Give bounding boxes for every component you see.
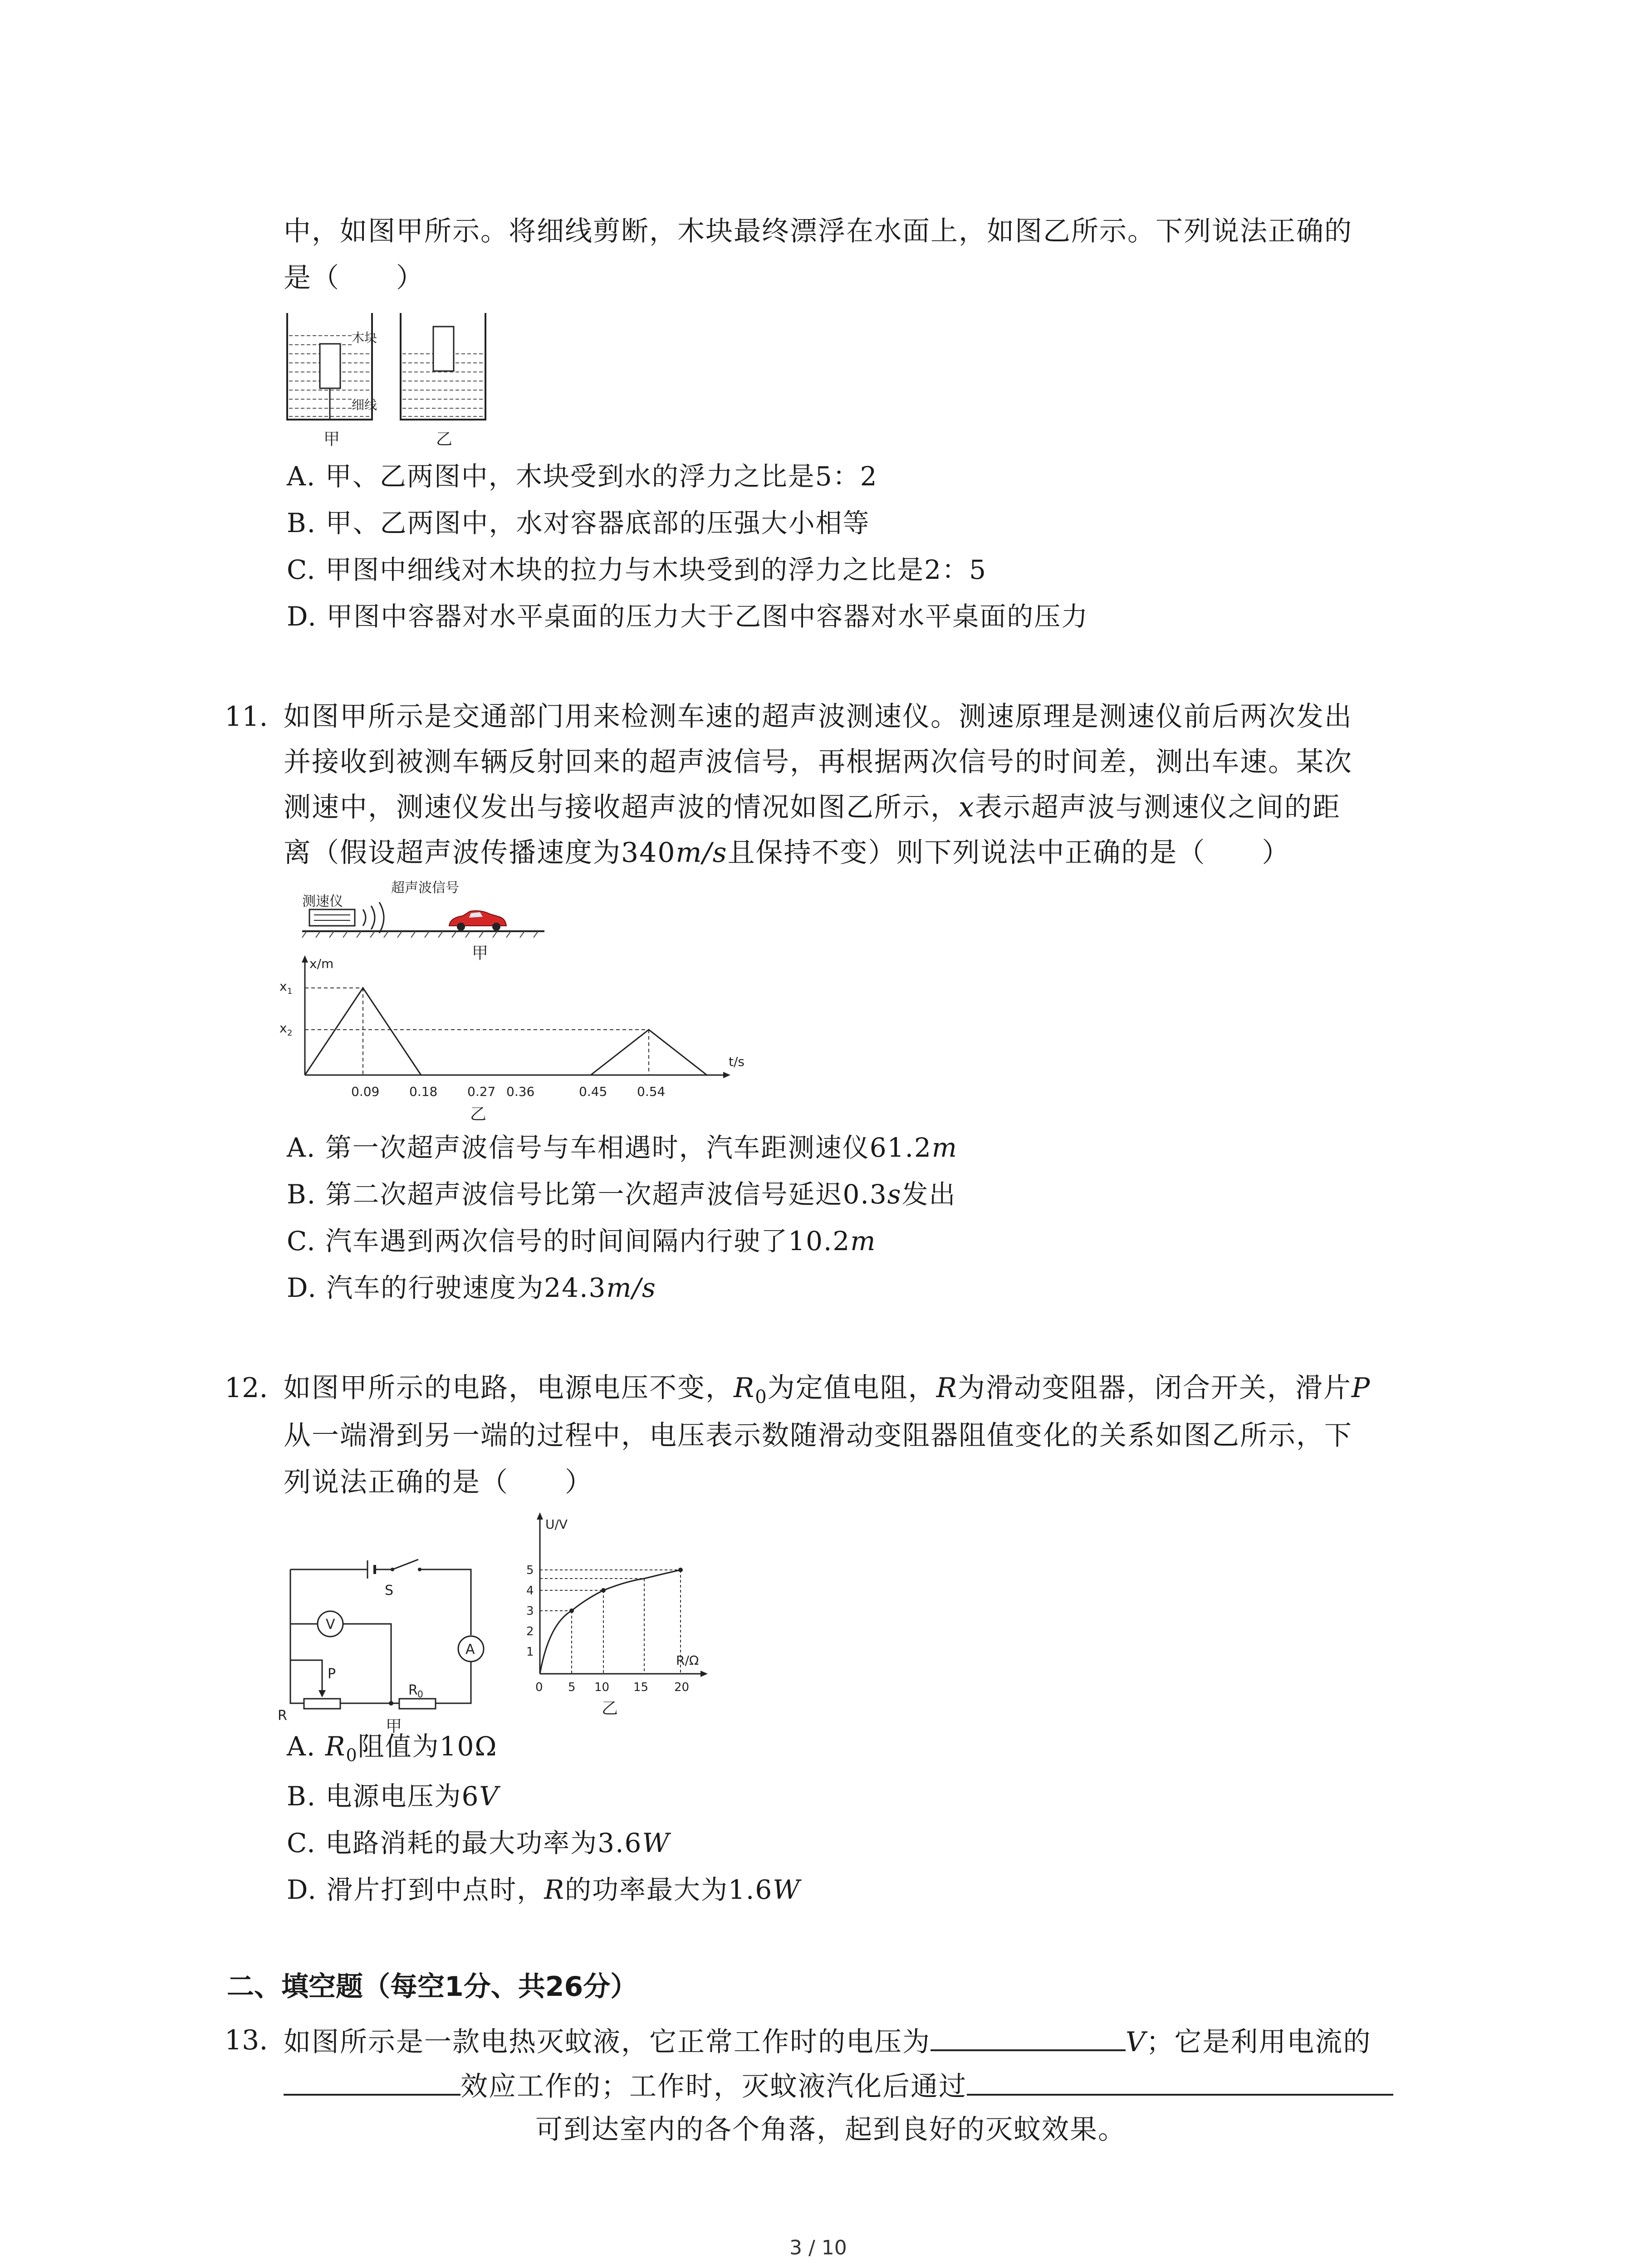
wood-block-jia bbox=[320, 344, 340, 388]
q12-text-line2: 从一端滑到另一端的过程中，电压表示数随滑动变阻器阻值变化的关系如图乙所示，下 bbox=[284, 1420, 1352, 1452]
q11-option-c: C. 汽车遇到两次信号的时间间隔内行驶了10.2m bbox=[287, 1226, 877, 1256]
q11-option-b: B. 第二次超声波信号比第一次超声波信号延迟0.3s发出 bbox=[287, 1179, 956, 1210]
q11-number: 11. bbox=[225, 701, 268, 733]
y-tick-3: 3 bbox=[526, 1604, 534, 1618]
x-axis-label: t/s bbox=[729, 1054, 745, 1069]
q11-text-line3: 测速中，测速仪发出与接收超声波的情况如图乙所示，x表示超声波与测速仪之间的距 bbox=[284, 792, 1341, 823]
q13-blank-2[interactable] bbox=[284, 2067, 460, 2096]
q12-number: 12. bbox=[225, 1372, 268, 1404]
y-tick-2: 2 bbox=[526, 1625, 534, 1638]
q12-option-c: C. 电路消耗的最大功率为3.6W bbox=[287, 1828, 671, 1858]
rheostat-label: R bbox=[278, 1708, 287, 1724]
q10-option-d: D. 甲图中容器对水平桌面的压力大于乙图中容器对水平桌面的压力 bbox=[287, 601, 1089, 632]
voltmeter-label: V bbox=[326, 1617, 335, 1633]
slider-label: P bbox=[328, 1666, 336, 1682]
q11-text-line2: 并接收到被测车辆反射回来的超声波信号，再根据两次信号的时间差，测出车速。某次 bbox=[284, 746, 1352, 778]
wave-arc-1 bbox=[363, 909, 366, 926]
q10-text-line2: 是（ ） bbox=[284, 262, 424, 294]
label-thread: 细线 bbox=[352, 397, 377, 412]
q12-graph bbox=[513, 1510, 730, 1719]
q12-text-line3: 列说法正确的是（ ） bbox=[284, 1466, 593, 1498]
x-tick-6: 0.54 bbox=[637, 1084, 666, 1099]
page-number: 3 / 10 bbox=[789, 2236, 847, 2259]
x-axis-label: R/Ω bbox=[676, 1653, 699, 1668]
label-yi-11: 乙 bbox=[470, 1105, 487, 1124]
x-tick-15: 15 bbox=[633, 1681, 649, 1694]
x-tick-10: 10 bbox=[594, 1681, 610, 1694]
x-tick-5: 0.45 bbox=[579, 1084, 607, 1099]
ammeter-label: A bbox=[465, 1642, 475, 1657]
label-device: 测速仪 bbox=[302, 894, 343, 909]
q10-option-a: A. 甲、乙两图中，木块受到水的浮力之比是5：2 bbox=[287, 461, 878, 492]
beaker-jia bbox=[287, 313, 377, 449]
q12-circuit bbox=[272, 1542, 490, 1733]
q13-blank-1[interactable] bbox=[931, 2022, 1126, 2051]
q10-option-b: B. 甲、乙两图中，水对容器底部的压强大小相等 bbox=[287, 508, 870, 538]
car-icon bbox=[449, 911, 506, 931]
x-tick-0: 0 bbox=[535, 1681, 543, 1694]
y-axis-label: U/V bbox=[545, 1517, 568, 1532]
q10-option-c: C. 甲图中细线对木块的拉力与木块受到的浮力之比是2：5 bbox=[287, 554, 987, 585]
label-signal: 超声波信号 bbox=[391, 880, 459, 896]
beaker-yi bbox=[401, 313, 485, 449]
q10-text-line1: 中，如图甲所示。将细线剪断，木块最终漂浮在水面上，如图乙所示。下列说法正确的 bbox=[284, 215, 1352, 247]
label-block: 木块 bbox=[352, 330, 377, 345]
q11-graph bbox=[272, 953, 753, 1125]
x-tick-2: 0.18 bbox=[409, 1084, 438, 1099]
label-jia-11: 甲 bbox=[472, 944, 489, 963]
y-tick-x2-sub: 2 bbox=[287, 1028, 293, 1038]
label-yi-12: 乙 bbox=[602, 1699, 618, 1718]
q11-option-d: D. 汽车的行驶速度为24.3m/s bbox=[287, 1272, 656, 1303]
x-tick-5: 5 bbox=[568, 1681, 576, 1694]
label-yi: 乙 bbox=[436, 430, 453, 449]
wave-arc-3 bbox=[379, 902, 384, 933]
y-tick-4: 4 bbox=[526, 1584, 534, 1598]
x-tick-4: 0.36 bbox=[506, 1084, 535, 1099]
switch-label: S bbox=[385, 1583, 394, 1598]
q11-text-line1: 如图甲所示是交通部门用来检测车速的超声波测速仪。测速原理是测速仪前后两次发出 bbox=[284, 701, 1352, 733]
q12-text-line1: 如图甲所示的电路，电源电压不变，$R_0$为定值电阻，R为滑动变阻器，闭合开关，滑片P bbox=[284, 1372, 1371, 1408]
q13-number: 13. bbox=[225, 2024, 268, 2056]
q13-text-line3: 可到达室内的各个角落，起到良好的灭蚊效果。 bbox=[535, 2114, 1126, 2146]
fixed-resistor-label: R bbox=[408, 1682, 418, 1698]
y-tick-5: 5 bbox=[526, 1564, 534, 1577]
y-tick-x1: x bbox=[279, 979, 287, 994]
section-heading-fill-in: 二、填空题（每空1分、共26分） bbox=[227, 1971, 638, 2003]
y-axis-label: x/m bbox=[309, 956, 334, 971]
speed-meter-box bbox=[309, 909, 355, 926]
q11-text-line4: 离（假设超声波传播速度为340m/s且保持不变）则下列说法中正确的是（ ） bbox=[284, 837, 1290, 869]
x-tick-1: 0.09 bbox=[351, 1084, 380, 1099]
label-jia: 甲 bbox=[323, 430, 340, 449]
y-tick-x2: x bbox=[279, 1021, 287, 1036]
switch-lever bbox=[392, 1559, 418, 1569]
y-tick-1: 1 bbox=[526, 1645, 534, 1659]
fixed-resistor bbox=[399, 1699, 436, 1709]
q12-option-b: B. 电源电压为6V bbox=[287, 1781, 500, 1812]
q13-blank-3[interactable] bbox=[967, 2067, 1393, 2096]
q13-text-line2: 效应工作的；工作时，灭蚊液汽化后通过 bbox=[284, 2067, 1393, 2105]
q12-option-a: A. $R_0$阻值为10Ω bbox=[287, 1731, 498, 1765]
wave-arc-2 bbox=[371, 906, 375, 929]
slider-arrow bbox=[318, 1690, 326, 1697]
x-tick-20: 20 bbox=[674, 1681, 690, 1694]
wood-block-yi bbox=[433, 327, 454, 371]
q10-figure bbox=[284, 308, 547, 454]
q11-option-a: A. 第一次超声波信号与车相遇时，汽车距测速仪61.2m bbox=[287, 1132, 958, 1163]
fixed-resistor-sub: 0 bbox=[417, 1689, 423, 1700]
x-tick-3: 0.27 bbox=[467, 1084, 496, 1099]
q12-option-d: D. 滑片打到中点时，R的功率最大为1.6W bbox=[287, 1874, 801, 1905]
u-r-curve bbox=[540, 1570, 681, 1674]
rheostat bbox=[304, 1699, 340, 1709]
label-jia-12: 甲 bbox=[386, 1717, 402, 1733]
y-tick-x1-sub: 1 bbox=[287, 987, 293, 996]
q13-text-line1: 如图所示是一款电热灭蚊液，它正常工作时的电压为 V；它是利用电流的 bbox=[284, 2022, 1371, 2060]
